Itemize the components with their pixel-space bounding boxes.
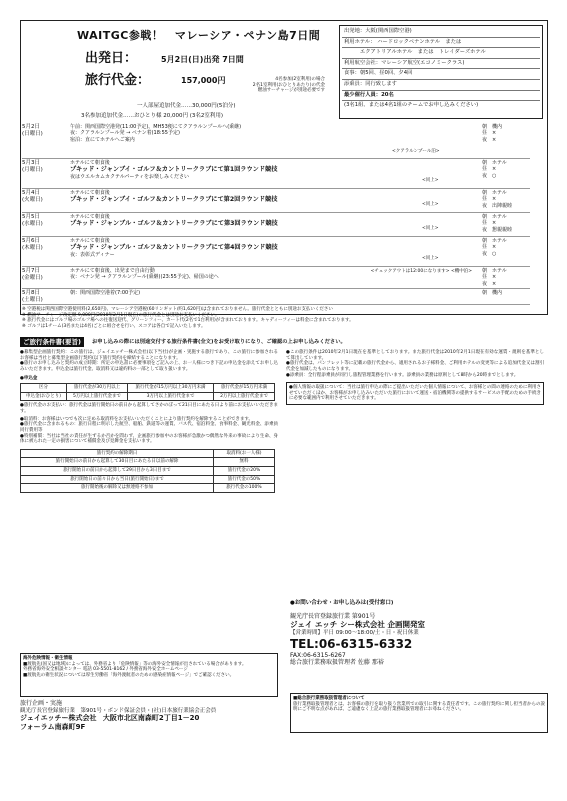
meal: 朝 ホテル [482, 214, 507, 220]
activity-line: 夜：ペナン発 → クアラルンプール(乗継)(23:55予定)、帰国の途へ [70, 274, 219, 281]
overnight-note: <同上> [422, 256, 439, 261]
table-cell: 旅行代金の50% [213, 475, 274, 484]
manager-note-text: 旅行業務取扱管理者とは、お客様の旅行を取り扱う営業所での取引に関する責任者です。この旅行契約に関し担当者からの説明にご不明な点があれば、ご遠慮なく上記の旅行業務取扱管理者にお尋ねください。 [293, 701, 545, 713]
table-cell: 旅行開始日の前日から起算して30日目にあたる日以前の解除 [21, 458, 214, 467]
meal: 朝 ホテル [482, 160, 507, 166]
table-cell: 旅行代金の100% [213, 484, 274, 493]
table-cell: 申込金(おひとり) [21, 392, 67, 401]
info-line: 利用ホテル： ハードロックペナンホテル または [342, 38, 540, 49]
day-cell [22, 160, 66, 174]
meal: 昼 × [482, 220, 497, 227]
day-date: 5月6日 [22, 238, 40, 244]
meal: 昼 × [482, 244, 497, 251]
overseas-line: 外務省海外安全相談センター 電話 03-5501-8162 / 外務省海外安全ホームページ [23, 667, 188, 673]
itinerary-row [22, 212, 530, 237]
departure-label: 出発日： [85, 51, 138, 66]
activity-line: プキッド・ジャンブル・ゴルフ＆カントリークラブにて第3回ラウンド競技 [70, 220, 278, 228]
meal: 朝 ホテル [482, 268, 507, 274]
note-line: ※ ゴルフは1チーム(3名または4名)ごとに組合せを行い、スコアは各自で記入いたします。 [22, 323, 206, 329]
itinerary-row [22, 266, 530, 289]
condition-paragraph: ●特別補償：当社は当社の責任が生ずるか否かを問わず、企画旅行参加中のお客様が急激かつ偶然な外来の事故により生命、身体に被られた一定の損害について補償金及び見舞金を支払います。 [20, 433, 278, 445]
activity-line: プキッド・ジャンブイ・ゴルフ＆カントリークラブにて第1回ラウンド競技 [70, 166, 278, 174]
meal: 昼 × [482, 274, 497, 281]
activity-line: 宿泊：直にてホテルへご案内 [70, 136, 135, 143]
condition-paragraph: ●旅行代金は、パンフレット等に記載の旅行代金から、適用されるお子様料金、ご利用ホテルの変更等による追加代金又は割引代金を加減したものになります。 [286, 361, 544, 372]
activities [70, 190, 400, 204]
meal: 昼 × [482, 166, 497, 173]
itinerary-row [22, 236, 530, 267]
day-date: 5月5日 [22, 214, 40, 220]
price-notes [245, 77, 325, 94]
condition-paragraph: ●この旅行条件は2010年2月1日現在を基準としております。また旅行代金は2010年2月1日現在有効な運賃・規則を基準として算出しています。 [286, 350, 544, 361]
condition-paragraph: ●個人情報の取扱について：当社は旅行申込の際にご提出いただいた個人情報について、お客様との間の連絡のために利用させていただくほか、お客様がお申し込みいただいた旅行において運送・宿泊機関等の提供するサービスの手配のための手続きに必要な範囲内で利用させていただきます。 [289, 385, 541, 402]
day-date: 5月8日 [22, 290, 40, 296]
contact-fax: FAX:06-6315-6267 [290, 651, 346, 659]
activities [70, 214, 400, 228]
day-dow: (土曜日) [22, 296, 43, 303]
condition-paragraph: ●募集型企画旅行契約：この旅行は、ジェイエッチー株式会社(以下当社)が企画・実施する旅行であり、この旅行に参加されるお客様は当社と募集型企画旅行契約(以下旅行契約)を締結することになります。 [20, 350, 278, 361]
meals [482, 160, 530, 179]
meal: 朝 ホテル [482, 238, 507, 244]
conditions-right [286, 350, 544, 405]
condition-paragraph: ●旅行のお申し込みと契約の成立時期：所定の申込書に必要事項をご記入の上、お一人様につき下記の申込金を添えてお申し込みいただきます。申込金は旅行代金、取消料又は違約料の一部として取り扱います。 [20, 361, 278, 372]
overnight-note: <同上> [422, 202, 439, 207]
note-line: ※ 燃油サーチャージ改定額 9,000円(2010年2月1日現在)の旅行代金とは別途お支払いください。 [22, 312, 220, 318]
meals [482, 238, 530, 257]
activity-line: プキッド・ジャンブル・ゴルフ＆カントリークラブにて第4回ラウンド競技 [70, 244, 278, 252]
price-note: 2名1室利用(おひとりあたり)の代金 [252, 82, 325, 88]
table-header: 旅行代金が30万円以上 [67, 384, 128, 393]
day-date: 5月2日 [22, 124, 40, 130]
activity-line: ホテルにて朝食後 [70, 190, 110, 196]
activity-line: ホテルにて朝食後 [70, 214, 110, 220]
overnight-note: <同上> [422, 178, 439, 183]
condition-paragraph: ●旅行代金のお支払い：旅行代金は旅行開始日の前日から起算してさかのぼって21日目にあたる日より前にお支払いいただきます。 [20, 403, 278, 414]
tel-number[interactable]: 06-6315-6332 [318, 636, 413, 651]
activity-line: ホテルにて朝食後 [70, 160, 110, 166]
meals [482, 268, 530, 287]
overnight-note: <同上> [422, 226, 439, 231]
price-note: 燃油サーチャージが別途必要です [257, 88, 325, 94]
day-cell [22, 124, 66, 138]
table-cell: 旅行開始日の前々日から当日(旅行開始日)まで [21, 475, 214, 484]
activity-line: 午前：関西国際空港発(11:00予定)、MH53便にてクアラルンプールへ(乗継) [70, 124, 242, 130]
meals [482, 190, 530, 209]
overseas-title: 海外危険情報・衛生情報 [23, 656, 73, 661]
info-line: (3名1組、または4名1組のチームでお申し込みください) [344, 102, 479, 109]
meal: 夜 出陣親睦 [482, 202, 513, 209]
day-date: 5月4日 [22, 190, 40, 196]
conditions-subheading: お申し込みの際には別途交付する旅行条件書(全文)をお受け取りになり、ご確認の上お申し込みください。 [92, 339, 346, 345]
day-dow: (金曜日) [22, 274, 43, 281]
contact-heading: ●お問い合わせ・お申し込みは(受付窓口) [290, 600, 394, 606]
table-cell: 旅行開始後の解除又は無連絡不参加 [21, 484, 214, 493]
table-header: 旅行代金が15万円以上30万円未満 [127, 384, 213, 393]
table-cell: 5万円以上旅行代金まで [67, 392, 128, 401]
tour-title: WAITGC参戦！ マレーシア・ペナン島7日間 [77, 29, 321, 42]
activity-line: 朝：関西国際空港着(7:00予定) [70, 290, 141, 296]
day-cell [22, 268, 66, 282]
organizer-building: フォーラム南森町9F [20, 723, 86, 732]
itinerary-row [22, 188, 530, 213]
organizer-company: ジェイエッチー株式会社 [20, 714, 97, 723]
info-line: 添乗員：同行致します [342, 80, 540, 91]
condition-paragraph: ●旅行代金に含まれるもの：旅行日程に明示した航空、船舶、鉄道等の運賃、バス代、宿泊料金、食事料金、観光料金、添乗員同行費用等 [20, 422, 278, 433]
day-dow: (木曜日) [22, 244, 43, 251]
table-header: 区分 [21, 384, 67, 393]
price-label: 旅行代金： [85, 73, 151, 88]
activity-line: 夜はウエルカムカクテルパーティをお楽しみください [70, 174, 190, 180]
overseas-line: ■渡航先の衛生状況については厚生労働省「海外渡航者のための感染症情報ページ」でご確認ください。 [23, 672, 235, 678]
manager-note-title: ■総合旅行業務取扱管理者について [293, 696, 365, 701]
day-dow: (月曜日) [22, 166, 43, 173]
info-box [339, 25, 543, 119]
activity-line: ホテルにて朝食後、出発まで自由行動 [70, 268, 155, 274]
meals [482, 214, 530, 233]
activity-line: 夜：クアラルンプール発 → ペナン着(18:55予定) [70, 130, 180, 137]
meal: 夜 × [482, 280, 497, 287]
itinerary-row [22, 158, 530, 189]
organizer-reg: 観光庁長官登録旅行業 第901号・ボンド保証会員・(社)日本旅行業協会正会員 [20, 707, 217, 714]
conditions-heading: ご旅行条件書(要旨) [20, 337, 84, 347]
meal: 昼 × [482, 196, 497, 203]
table-cell: 無料 [213, 458, 274, 467]
info-line: 最少催行人員：20名 [342, 91, 540, 102]
group-supplement: 3名参加追加代金……おひとり様 20,000円 (3名2室利用) [81, 113, 224, 119]
note-line: ※ 空港税は関西国際空港使用料(2,650円)、マレーシア空港税(60リンギット/約1,620円)は含まれておりません。旅行代金とともに別途お支払いください [22, 307, 333, 312]
meal: 夜 ○ [482, 172, 497, 179]
deposit-table [20, 383, 275, 401]
meal: 夜 ○ [482, 250, 497, 257]
meal: 朝 ホテル [482, 190, 507, 196]
day-cell [22, 238, 66, 252]
table-header: 旅行代金が15万円未満 [214, 384, 275, 393]
table-cell: 旅行開始日の前日から起算して29日目から3日目まで [21, 467, 214, 476]
meal: 朝 機内 [482, 124, 503, 130]
price-value: 157,000円 [181, 76, 226, 85]
info-line: エクアトリアルホテル または トレイダーズホテル [342, 48, 540, 59]
day-dow: (日曜日) [22, 130, 43, 137]
meals [482, 124, 530, 143]
day-dow: (火曜日) [22, 196, 43, 203]
contact-manager: 総合旅行業務取扱管理者 佐藤 那裕 [290, 659, 384, 667]
activity-line: 夜：表彰式ディナー [70, 252, 115, 258]
table-cell: 3万円以上旅行代金まで [127, 392, 213, 401]
info-line: 利用航空会社：マレーシア航空(エコノミークラス) [342, 59, 540, 70]
meal: 朝 機内 [482, 290, 503, 296]
price-note: 4名参加(2室利用)の場合 [275, 77, 325, 82]
organizer-company-line [20, 714, 290, 723]
condition-paragraph: ●取消料：お客様はいつでも次に定める取消料をお支払いいただくことにより旅行契約を解除することができます。 [20, 416, 254, 422]
overnight-note: <クアラルンプール泊> [392, 149, 440, 154]
contact-hours: 【営業時間】平日 09:00～18:00/土・日・祝日休業 [290, 629, 419, 636]
table-header: 旅行契約の解除期日 [21, 449, 214, 458]
contact-company: ジェイ エッチ シー株式会社 企画開発室 [290, 620, 426, 630]
meal: 夜 × [482, 136, 497, 143]
activity-line: ホテルにて朝食後 [70, 238, 110, 244]
departure-value: 5月2日(日)出発 7日間 [161, 55, 244, 64]
meal: 昼 × [482, 130, 497, 137]
itinerary-row [22, 288, 530, 305]
contact-reg: 観光庁長官登録旅行業 第901号 [290, 612, 376, 620]
activities [70, 160, 400, 180]
meals [482, 290, 530, 296]
meal: 夜 懇親親睦 [482, 226, 513, 233]
condition-paragraph: ●添乗員：全行程添乗員が同行し旅程管理業務を行います。添乗員の業務は原則として8時から20時までとします。 [286, 372, 519, 378]
activities [70, 238, 400, 258]
contact-block [290, 600, 548, 667]
contact-tel[interactable] [290, 637, 548, 652]
activity-line: プキッド・ジャンブイ・ゴルフ＆カントリークラブにて第2回ラウンド競技 [70, 196, 278, 204]
manager-note [290, 693, 548, 733]
organizer [20, 700, 290, 732]
activities [70, 290, 400, 296]
info-line: 出発地：大阪(関西国際空港) [342, 27, 540, 38]
tel-label: TEL: [290, 636, 319, 651]
tour-notes [22, 307, 542, 330]
overseas-line: ■渡航先(国又は地域)によっては、外務省より「危険情報」等の海外安全情報が出されている場合があります。 [23, 661, 247, 667]
conditions-left [20, 350, 278, 493]
overseas-info [20, 653, 278, 697]
itinerary-row [22, 122, 530, 159]
note-line: ※ 旅行代金にはゴルフ場のゴルフ場への往復送迎代、グリーンフィー、カート代(2名で1台利用)が含まれております。キャディーフィーは料金に含まれております。 [22, 318, 354, 324]
day-date: 5月7日 [22, 268, 40, 274]
single-supplement: 一人部屋追加代金……30,000円(5泊分) [137, 103, 236, 109]
privacy-box [286, 382, 544, 405]
day-dow: (水曜日) [22, 220, 43, 227]
activities [70, 124, 400, 143]
overnight-note: <チェックアウトは12:00になります> <機中泊> [370, 269, 472, 274]
day-cell [22, 290, 66, 304]
table-cell: 2万円以上旅行代金まで [214, 392, 275, 401]
day-cell [22, 214, 66, 228]
organizer-address: 大阪市北区南森町2丁目1－20 [102, 714, 200, 723]
day-date: 5月3日 [22, 160, 40, 166]
deposit-heading: ●申込金 [20, 375, 38, 381]
organizer-label: 旅行企画・実施 [20, 700, 63, 707]
table-cell: 旅行代金の20% [213, 467, 274, 476]
day-cell [22, 190, 66, 204]
cancel-table [20, 449, 275, 493]
table-header: 取消料(お一人様) [213, 449, 274, 458]
info-line: 食事：朝5回、昼0回、夕4回 [342, 69, 540, 80]
